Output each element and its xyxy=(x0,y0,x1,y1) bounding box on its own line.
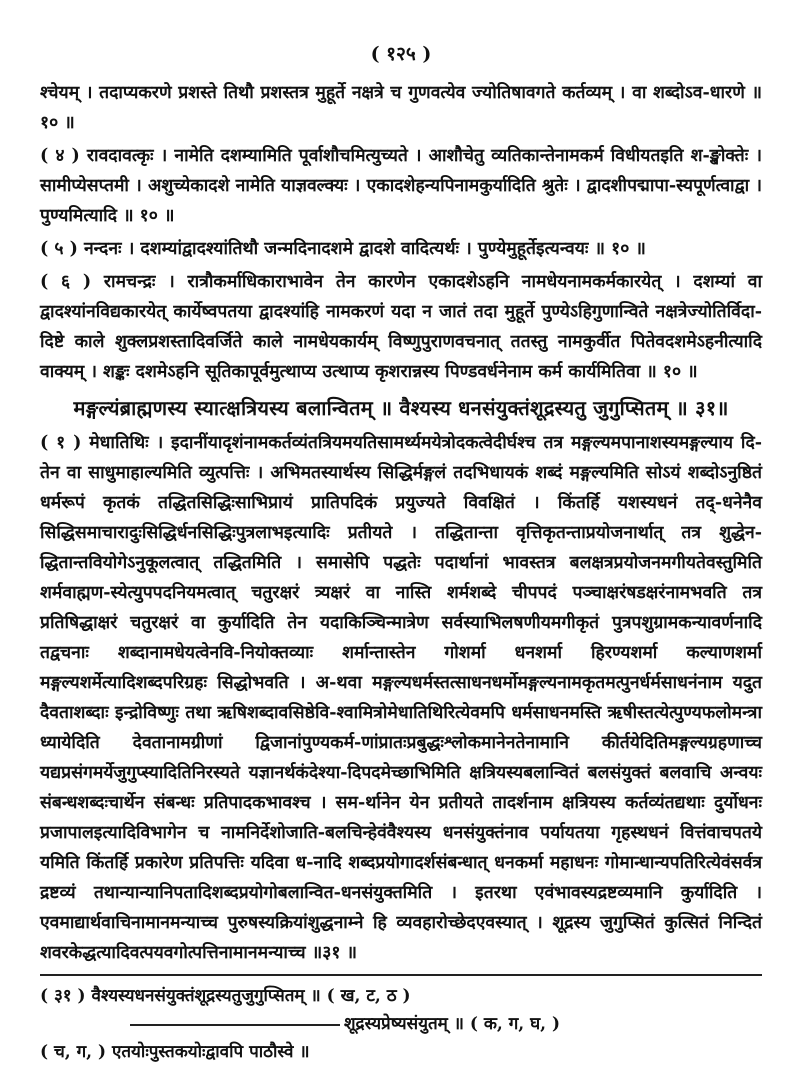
footnote-2-text: शूद्रस्यप्रेष्यसंयुतम् ॥ ( क, ग, घ, ) xyxy=(344,1014,561,1034)
footnote-3: ( च, ग, ) एतयोःपुस्तकयोःद्वावपि पाठौस्वे ॥ xyxy=(40,1042,310,1062)
footnote-1: ( ३१ ) वैश्यस्यधनसंयुक्तंशूद्रस्यतुजुगुप्सितम् ॥ ( ख, ट, ठ ) xyxy=(40,986,411,1006)
page-number: ( १२५ ) xyxy=(370,43,432,65)
paragraph-2: ( ४ ) रावदावत्कृः । नामेति दशम्यामिति पूर्वाशौचमित्युच्यते । आशौचेतु व्यतिकान्तेनामकर्म विधीयतइति श-ङ्खोक्तेः । सामीप्येसप्तमी । अशुच्येकादशे नामेति याज्ञवल्क्यः । एकादशेहन्यपिनामकुर्यादिति श्रुतेः । द्वादशीपद्मापा-स्यपूर्णत्वाद्वा । पुण्यमित्यादि ॥ १० ॥ xyxy=(40,146,762,226)
paragraph-4: ( ६ ) रामचन्द्रः । रात्रौकर्माधिकाराभावेन तेन कारणेन एकादशेऽहनि नामधेयनामकर्मकारयेत् । दशम्यां वा द्वादश्यांनविद्यकारयेत् कार्येष्वपतया द्वादश्यांहि नामकरणं यदा न जातं तदा मुहूर्ते पुण्येऽहिगुणान्विते नक्षत्रेज्योतिर्विदा-दिष्टे काले शुक्लप्रशस्तादिवर्जिते काले नामधेयकार्यम् विष्णुपुराणवचनात् ततस्तु नामकुर्वीत पितेवदशमेऽहनीत्यादि वाक्यम् । शङ्कः दशमेऽहनि सूतिकापूर्वमुत्थाप्य उत्थाप्य कृशरान्नस्य पिण्डवर्धनेनाम कर्म कार्यमितिवा ॥ १० ॥ xyxy=(40,272,762,382)
footnote-2 xyxy=(40,1010,762,1038)
verse-heading: मङ्गल्यंब्राह्मणस्य स्यात्क्षत्रियस्य बलान्वितम् ॥ वैश्यस्य धनसंयुक्तंशूद्रस्यतु जुगुप्सितम् ॥ ३१॥ xyxy=(73,396,729,420)
commentary: ( १ ) मेधातिथिः । इदानींयादृशंनामकर्तव्यंतत्रियमयतिसामर्थ्यमयेत्रोदकत्वेदीर्घश्च तत्र मङ्गल्यमपानाशस्यमङ्गल्याय दि-तेन वा साधुमाहाल्यमिति व्युत्पत्तिः । अभिमतस्यार्थस्य सिद्धिर्मङ्गलं तदभिधायकं शब्दं मङ्गल्यमिति सोऽयं शब्दोऽनुष्ठितं धर्मरूपं कृतकं तद्धितसिद्धिःसाभिप्रायं प्रातिपदिकं प्रयुज्यते विवक्षितं । किंतर्हि यशस्यधनं तद्-धनेनैव सिद्धिसमाचारादुःसिद्धिर्धनसिद्धिःपुत्रलाभइत्यादिः प्रतीयते । तद्धितान्ता वृत्तिकृतन्ताप्रयोजनार्थात् तत्र शुद्धेन-द्धितान्तवियोगेऽनुकूलत्वात् तद्धितमिति । समासेपि पद्धतेः पदार्थानां भावस्तत्र बलक्षत्रप्रयोजनमगीयतेवस्तुमिति शर्मवाह्मण-स्येत्युपपदनियमत्वात् चतुरक्षरं त्र्यक्षरं वा नास्ति शर्मशब्दे चीपपदं पञ्चाक्षरंषडक्षरंनामभवति तत्र प्रतिषिद्धाक्षरं चतुरक्षरं वा कुर्यादिति तेन यदाकिञ्चिन्मात्रेण सर्वस्याभिलषणीयमगीकृतं पुत्रपशुग्रामकन्यावर्णनादि तद्वचनाः शब्दानामधेयत्वेनवि-नियोक्तव्याः शर्मान्तास्तेन गोशर्मा धनशर्मा हिरण्यशर्मा कल्याणशर्मा मङ्गल्यशर्मेत्यादिशब्दपरिग्रहः सिद्धोभवति । अ-थवा मङ्गल्यधर्मस्तत्साधनधर्मोमङ्गल्यनामकृतमत्पुनर्धर्मसाधनंनाम यदुत दैवताशब्दाः इन्द्रोविष्णुः तथा ऋषिशब्दावसिष्ठेवि-श्वामित्रोमेधातिथिरित्येवमपि धर्मसाधनमस्ति ऋषीस्तत्येत्पुण्यफलोमन्त्रा ध्यायेदिति देवतानामग्रीणां द्विजानांपुण्यकर्म-णांप्रातःप्रबुद्धःश्लोकमानेनतेनामानि कीर्तयेदितिमङ्गल्यग्रहणाच्च यद्यप्रसंगमर्येजुगुप्स्यादितिनिरस्यते यज्ञानर्थकंदेश्या-दिपदमेच्छाभिमिति क्षत्रियस्यबलान्वितं बलसंयुक्तं बलवाचि अन्वयः संबन्धशब्दःचार्थेन संबन्धः प्रतिपादकभावश्च । सम-र्थानेन येन प्रतीयते तादर्शनाम क्षत्रियस्य कर्तव्यंतद्यथाः दुर्योधनः प्रजापालइत्यादिविभागेन च नामनिर्देशोजाति-बलचिन्हेवंवैश्यस्य धनसंयुक्तंनाव पर्यायतया गृहस्थधनं वित्तंवाचपतये यमिति किंतर्हि प्रकारेण प्रतिपत्तिः यदिवा ध-नादि शब्दप्रयोगादर्शसंबन्धात् धनकर्मा महाधनः गोमान्धान्यपतिरित्येवंसर्वत्र द्रष्टव्यं तथान्यान्यानिपतादिशब्दप्रयोगोबलान्वित-धनसंयुक्तमिति । इतरथा एवंभावस्यद्रष्टव्यमानि कुर्यादिति । एवमाद्यार्थवाचिनामानमन्याच्च पुरुषस्यक्रियांशुद्धनाम्ने हि व्यवहारोच्छेदएवस्यात् । शूद्रस्य जुगुप्सितं कुत्सितं निन्दितं शवरकेद्धत्यादिवत्पयवगोत्पत्तिनामानमन्याच्च ॥३१ ॥ xyxy=(40,433,762,963)
paragraph-1: श्चेयम् । तदाप्यकरणे प्रशस्ते तिथौ प्रशस्तत्र मुहूर्ते नक्षत्रे च गुणवत्येव ज्योतिषावगते कर्तव्यम् । वा शब्दोऽव-धारणे ॥ १० ॥ xyxy=(40,83,762,133)
footnotes xyxy=(40,982,762,1066)
separator-rule xyxy=(40,974,762,976)
dash-rule xyxy=(130,1024,340,1026)
paragraph-3: ( ५ ) नन्दनः । दशम्यांद्वादश्यांतिथौ जन्मदिनादशमे द्वादशे वादित्यर्थः । पुण्येमुहूर्तेइत्यन्वयः ॥ १० ॥ xyxy=(40,239,646,259)
